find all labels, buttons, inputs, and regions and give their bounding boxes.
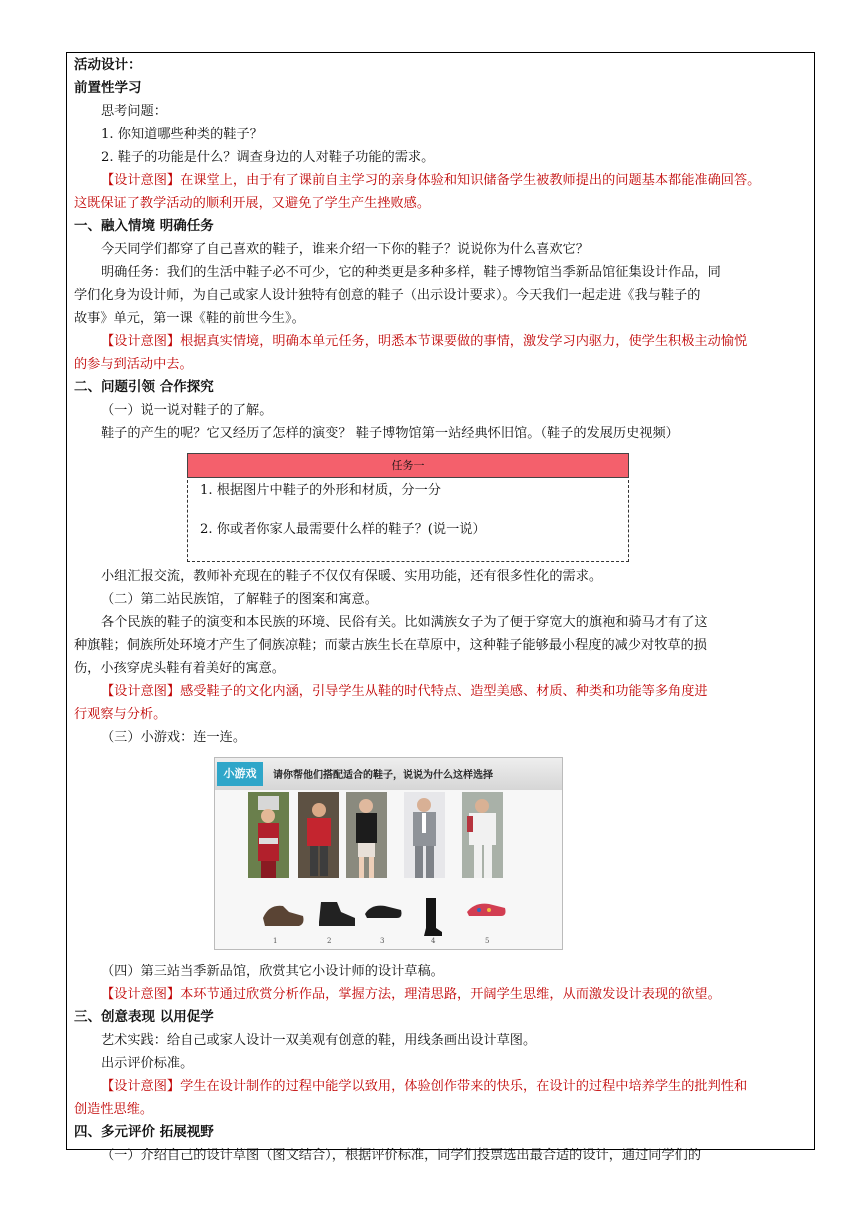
design-intent-4: 【设计意图】本环节通过欣赏分析作品，掌握方法，理清思路，开阔学生思维，从而激发设计表现的欲望。 (101, 987, 721, 1002)
task-paragraph: 明确任务：我们的生活中鞋子必不可少，它的种类更是多种多样，鞋子博物馆当季新品馆征集设计作品，同 (101, 265, 721, 280)
think-label: 思考问题： (101, 104, 167, 119)
design-intent-1: 【设计意图】在课堂上，由于有了课前自主学习的亲身体验和知识储备学生被教师提出的问题基本都能准确回答。 (101, 173, 761, 188)
leather-shoe-image (259, 898, 307, 930)
person-photo-elder (462, 792, 503, 878)
matching-game-image (214, 757, 563, 950)
embroidered-shoe-image (465, 898, 509, 922)
person-photo-woman (346, 792, 387, 878)
ethnic-paragraph: 各个民族的鞋子的演变和本民族的环境、民俗有关。比如满族女子为了便于穿宽大的旗袍和骑马才有了这 (101, 615, 708, 630)
practice-paragraph: 艺术实践：给自己或家人设计一双美观有创意的鞋，用线条画出设计草图。 (101, 1033, 537, 1048)
game-instruction: 请你帮他们搭配适合的鞋子，说说为什么这样选择 (273, 770, 493, 781)
design-intent-5-cont: 创造性思维。 (74, 1102, 154, 1117)
task-item-1: 1. 根据图片中鞋子的外形和材质，分一分 (200, 483, 441, 498)
person-photo-hiker (298, 792, 339, 878)
section-4-heading: 四、多元评价 拓展视野 (74, 1124, 214, 1140)
game-tag: 小游戏 (217, 762, 263, 786)
subsection-1: （一）说一说对鞋子的了解。 (101, 403, 273, 418)
shoe-number-5: 5 (485, 937, 490, 945)
design-intent-1-cont: 这既保证了教学活动的顺利开展，又避免了学生产生挫败感。 (74, 196, 431, 211)
design-intent-2-cont: 的参与到活动中去。 (74, 357, 193, 372)
task-header: 任务一 (187, 453, 629, 478)
task-item-2: 2. 你或者你家人最需要什么样的鞋子？(说一说） (200, 522, 486, 537)
task-box (187, 453, 629, 561)
hiking-boot-image (313, 898, 359, 930)
section-1-heading: 一、融入情境 明确任务 (74, 218, 214, 234)
history-paragraph: 鞋子的产生的呢？它又经历了怎样的演变？ 鞋子博物馆第一站经典怀旧馆。（鞋子的发展历史视频） (101, 426, 679, 441)
subsection-4: （四）第三站当季新品馆，欣赏其它小设计师的设计草稿。 (101, 964, 444, 979)
shoe-number-2: 2 (327, 937, 332, 945)
shoe-number-3: 3 (380, 937, 385, 945)
task-paragraph-cont: 学们化身为设计师，为自己或家人设计独特有创意的鞋子（出示设计要求）。今天我们一起走进《我与鞋子的 (74, 288, 701, 303)
task-body (187, 480, 629, 562)
subsection-2: （二）第二站民族馆，了解鞋子的图案和寓意。 (101, 592, 378, 607)
activity-heading: 活动设计： (74, 57, 142, 73)
question-1: 1. 你知道哪些种类的鞋子？ (101, 127, 263, 142)
person-photo-businessman (404, 792, 445, 878)
tall-boot-image (420, 898, 444, 938)
section-3-heading: 三、创意表现 以用促学 (74, 1009, 214, 1025)
section-2-heading: 二、问题引领 合作探究 (74, 379, 214, 395)
task-paragraph-end: 故事》单元，第一课《鞋的前世今生》。 (74, 311, 305, 326)
shoe-number-1: 1 (273, 937, 278, 945)
shoe-number-4: 4 (431, 937, 436, 945)
flat-shoe-image (363, 898, 403, 922)
ethnic-paragraph-cont: 种旗鞋；侗族所处环境才产生了侗族凉鞋；而蒙古族生长在草原中，这种鞋子能够最小程度的减少对牧草的损 (74, 638, 707, 653)
pre-study-heading: 前置性学习 (74, 80, 142, 96)
evaluation-paragraph: （一）介绍自己的设计草图（图文结合），根据评价标准，同学们投票选出最合适的设计，通过同学们的 (101, 1148, 702, 1163)
report-paragraph: 小组汇报交流，教师补充现在的鞋子不仅仅有保暖、实用功能，还有很多性化的需求。 (101, 569, 603, 584)
design-intent-2: 【设计意图】根据真实情境，明确本单元任务，明悉本节课要做的事情，激发学习内驱力，使学生积极主动愉悦 (101, 334, 748, 349)
subsection-3: （三）小游戏：连一连。 (101, 730, 247, 745)
game-banner (215, 758, 562, 790)
question-2: 2. 鞋子的功能是什么？调查身边的人对鞋子功能的需求。 (101, 150, 435, 165)
design-intent-5: 【设计意图】学生在设计制作的过程中能学以致用，体验创作带来的快乐，在设计的过程中培养学生的批判性和 (101, 1079, 748, 1094)
person-photo-ethnic (248, 792, 289, 878)
criteria-paragraph: 出示评价标准。 (101, 1056, 194, 1071)
design-intent-3: 【设计意图】感受鞋子的文化内涵，引导学生从鞋的时代特点、造型美感、材质、种类和功能等多角度进 (101, 684, 708, 699)
ethnic-paragraph-end: 伤，小孩穿虎头鞋有着美好的寓意。 (74, 661, 285, 676)
design-intent-3-cont: 行观察与分析。 (74, 707, 167, 722)
section-1-paragraph: 今天同学们都穿了自己喜欢的鞋子，谁来介绍一下你的鞋子？说说你为什么喜欢它？ (101, 242, 589, 257)
lesson-content (74, 54, 808, 1167)
